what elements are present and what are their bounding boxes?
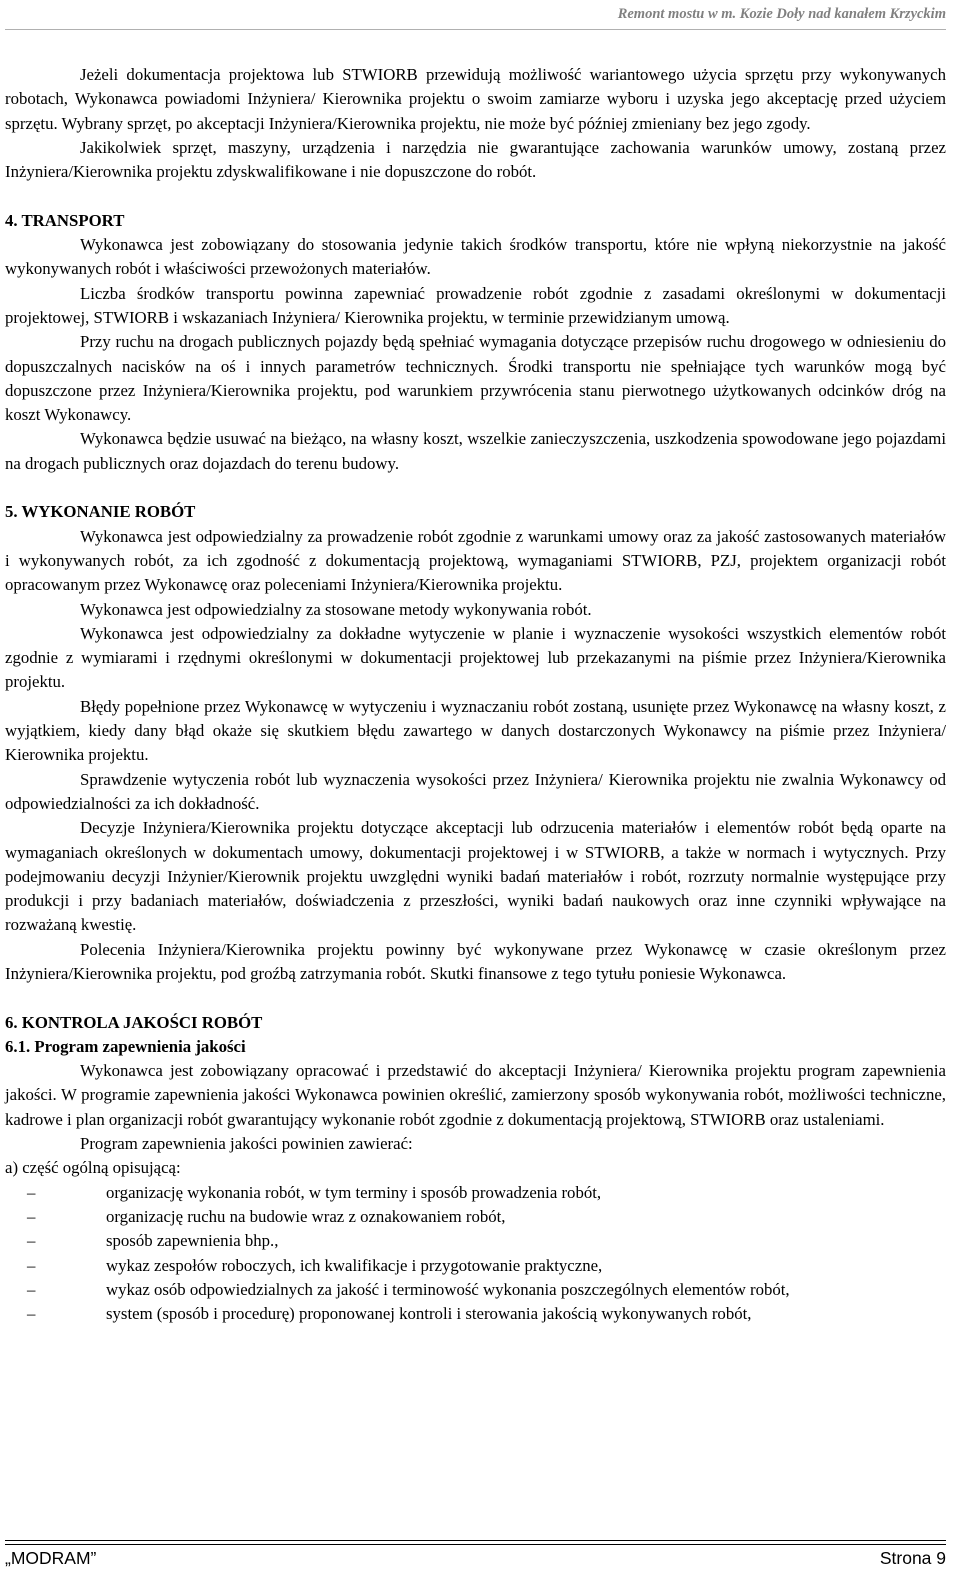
running-header: Remont mostu w m. Kozie Doły nad kanałem Krzyckim (617, 6, 946, 22)
page-number: Strona 9 (879, 1548, 946, 1568)
section-heading-execution: 5. WYKONANIE ROBÓT (5, 502, 196, 522)
dash-bullet-icon: – (27, 1279, 36, 1299)
paragraph: Wykonawca jest zobowiązany opracować i przedstawić do akceptacji Inżyniera/ Kierownika projektu program zapewnienia jakości. W programie zapewnienia jakości Wykonawca powinien określić, zamierzony sposób wykonywania robót, możliwości techniczne, kadrowe i plan organizacji robót gwarantujący wykonanie robót zgodnie z dokumentacją projektową, STWIORB oraz ustaleniami. (5, 1061, 946, 1129)
list-item (5, 1205, 946, 1229)
paragraph: Wykonawca jest odpowiedzialny za prowadzenie robót zgodnie z warunkami umowy oraz za jakość zastosowanych materiałów i wykonywanych robót, za ich zgodność z dokumentacją projektową, wymaganiami STWIORB, PZJ, projektem organizacji robót opracowanym przez Wykonawcę oraz poleceniami Inżyniera/Kierownika projektu. (5, 526, 946, 595)
list-item (5, 1229, 946, 1253)
subsection-heading-quality-program: 6.1. Program zapewnienia jakości (5, 1036, 246, 1056)
list-item-text: system (sposób i procedurę) proponowanej kontroli i sterowania jakością wykonywanych robót, (106, 1304, 752, 1324)
paragraph: Wykonawca jest odpowiedzialny za stosowane metody wykonywania robót. (80, 599, 592, 619)
list-item (5, 1254, 946, 1278)
footer-divider (5, 1540, 946, 1545)
paragraph: Jakikolwiek sprzęt, maszyny, urządzenia i narzędzia nie gwarantujące zachowania warunków umowy, zostaną przez Inżyniera/Kierownika projektu zdyskwalifikowane i nie dopuszczone do robót. (5, 137, 946, 182)
dash-bullet-icon: – (27, 1182, 36, 1202)
paragraph: Błędy popełnione przez Wykonawcę w wytyczeniu i wyznaczaniu robót zostaną, usunięte przez Wykonawcę na własny koszt, z wyjątkiem, kiedy dany błąd okaże się skutkiem błędu zawartego w danych dostarczonych Wykonawcy na piśmie przez Inżyniera/ Kierownika projektu. (5, 696, 946, 765)
paragraph: Wykonawca jest odpowiedzialny za dokładne wytyczenie w planie i wyznaczenie wysokości wszystkich elementów robót zgodnie z wymiarami i rzędnymi określonymi w dokumentacji projektowej lub przekazanymi na piśmie przez Inżyniera/Kierownika projektu. (5, 623, 946, 692)
list-item (5, 1181, 946, 1205)
paragraph: Przy ruchu na drogach publicznych pojazdy będą spełniać wymagania dotyczące przepisów ruchu drogowego w odniesieniu do dopuszczalnych nacisków na oś i innych parametrów technicznych. Środki transportu nie spełniające tych warunków mogą być dopuszczone przez Inżyniera/Kierownika projektu, pod warunkiem przywrócenia stanu pierwotnego użytkowanych odcinków dróg na koszt Wykonawcy. (5, 332, 946, 425)
spacer (5, 986, 946, 1010)
dash-bullet-icon: – (27, 1255, 36, 1275)
section-heading-transport: 4. TRANSPORT (5, 210, 125, 230)
dash-bullet-icon: – (27, 1206, 36, 1226)
requirements-list (5, 1181, 946, 1327)
dash-bullet-icon: – (27, 1304, 36, 1324)
paragraph: Polecenia Inżyniera/Kierownika projektu powinny być wykonywane przez Wykonawcę w czasie określonym przez Inżyniera/Kierownika projektu, pod groźbą zatrzymania robót. Skutki finansowe z tego tytułu poniesie Wykonawca. (5, 939, 946, 983)
header-divider (5, 29, 946, 30)
list-item-text: sposób zapewnienia bhp., (106, 1231, 279, 1251)
paragraph: Wykonawca jest zobowiązany do stosowania jedynie takich środków transportu, które nie wpłyną niekorzystnie na jakość wykonywanych robót i właściwości przewożonych materiałów. (5, 235, 946, 279)
section-heading-quality-control: 6. KONTROLA JAKOŚCI ROBÓT (5, 1012, 263, 1032)
spacer (5, 476, 946, 500)
paragraph: Jeżeli dokumentacja projektowa lub STWIORB przewidują możliwość wariantowego użycia sprzętu przy wykonywanych robotach, Wykonawca powiadomi Inżyniera/ Kierownika projektu o swoim zamiarze wyboru i uzyska jego akceptację przed użyciem sprzętu. Wybrany sprzęt, po akceptacji Inżyniera/Kierownika projektu, nie może być później zmieniany bez jego zgody. (5, 65, 946, 133)
footer-company: „MODRAM” (5, 1548, 97, 1568)
dash-bullet-icon: – (27, 1231, 36, 1251)
paragraph: Sprawdzenie wytyczenia robót lub wyznaczenia wysokości przez Inżyniera/ Kierownika projektu nie zwalnia Wykonawcy od odpowiedzialności za ich dokładność. (5, 769, 946, 813)
list-item-text: wykaz zespołów roboczych, ich kwalifikacje i przygotowanie praktyczne, (106, 1255, 603, 1275)
spacer (5, 184, 946, 208)
document-body (5, 63, 946, 1326)
list-item (5, 1302, 946, 1326)
paragraph: Decyzje Inżyniera/Kierownika projektu dotyczące akceptacji lub odrzucenia materiałów i elementów robót będą oparte na wymaganiach określonych w dokumentach umowy, dokumentacji projektowej i w STWIORB, a także w normach i wytycznych. Przy podejmowaniu decyzji Inżynier/Kierownik projektu uwzględni wyniki badań materiałów i robót, rozrzuty normalnie występujące przy produkcji i przy badaniach materiałów, doświadczenia z przeszłości, wyniki badań naukowych oraz inne czynniki wpływające na rozważaną kwestię. (5, 818, 946, 935)
list-item (5, 1278, 946, 1302)
list-item-text: organizację ruchu na budowie wraz z oznakowaniem robót, (106, 1206, 506, 1226)
paragraph: a) część ogólną opisującą: (5, 1158, 181, 1178)
paragraph: Liczba środków transportu powinna zapewniać prowadzenie robót zgodnie z zasadami określonymi w dokumentacji projektowej, STWIORB i wskazaniach Inżyniera/ Kierownika projektu, w terminie przewidzianym umową. (5, 283, 946, 327)
paragraph: Program zapewnienia jakości powinien zawierać: (80, 1134, 413, 1154)
paragraph: Wykonawca będzie usuwać na bieżąco, na własny koszt, wszelkie zanieczyszczenia, uszkodzenia spowodowane jego pojazdami na drogach publicznych oraz dojazdach do terenu budowy. (5, 429, 946, 473)
list-item-text: wykaz osób odpowiedzialnych za jakość i terminowość wykonania poszczególnych elementów robót, (106, 1279, 790, 1299)
list-item-text: organizację wykonania robót, w tym terminy i sposób prowadzenia robót, (106, 1182, 602, 1202)
